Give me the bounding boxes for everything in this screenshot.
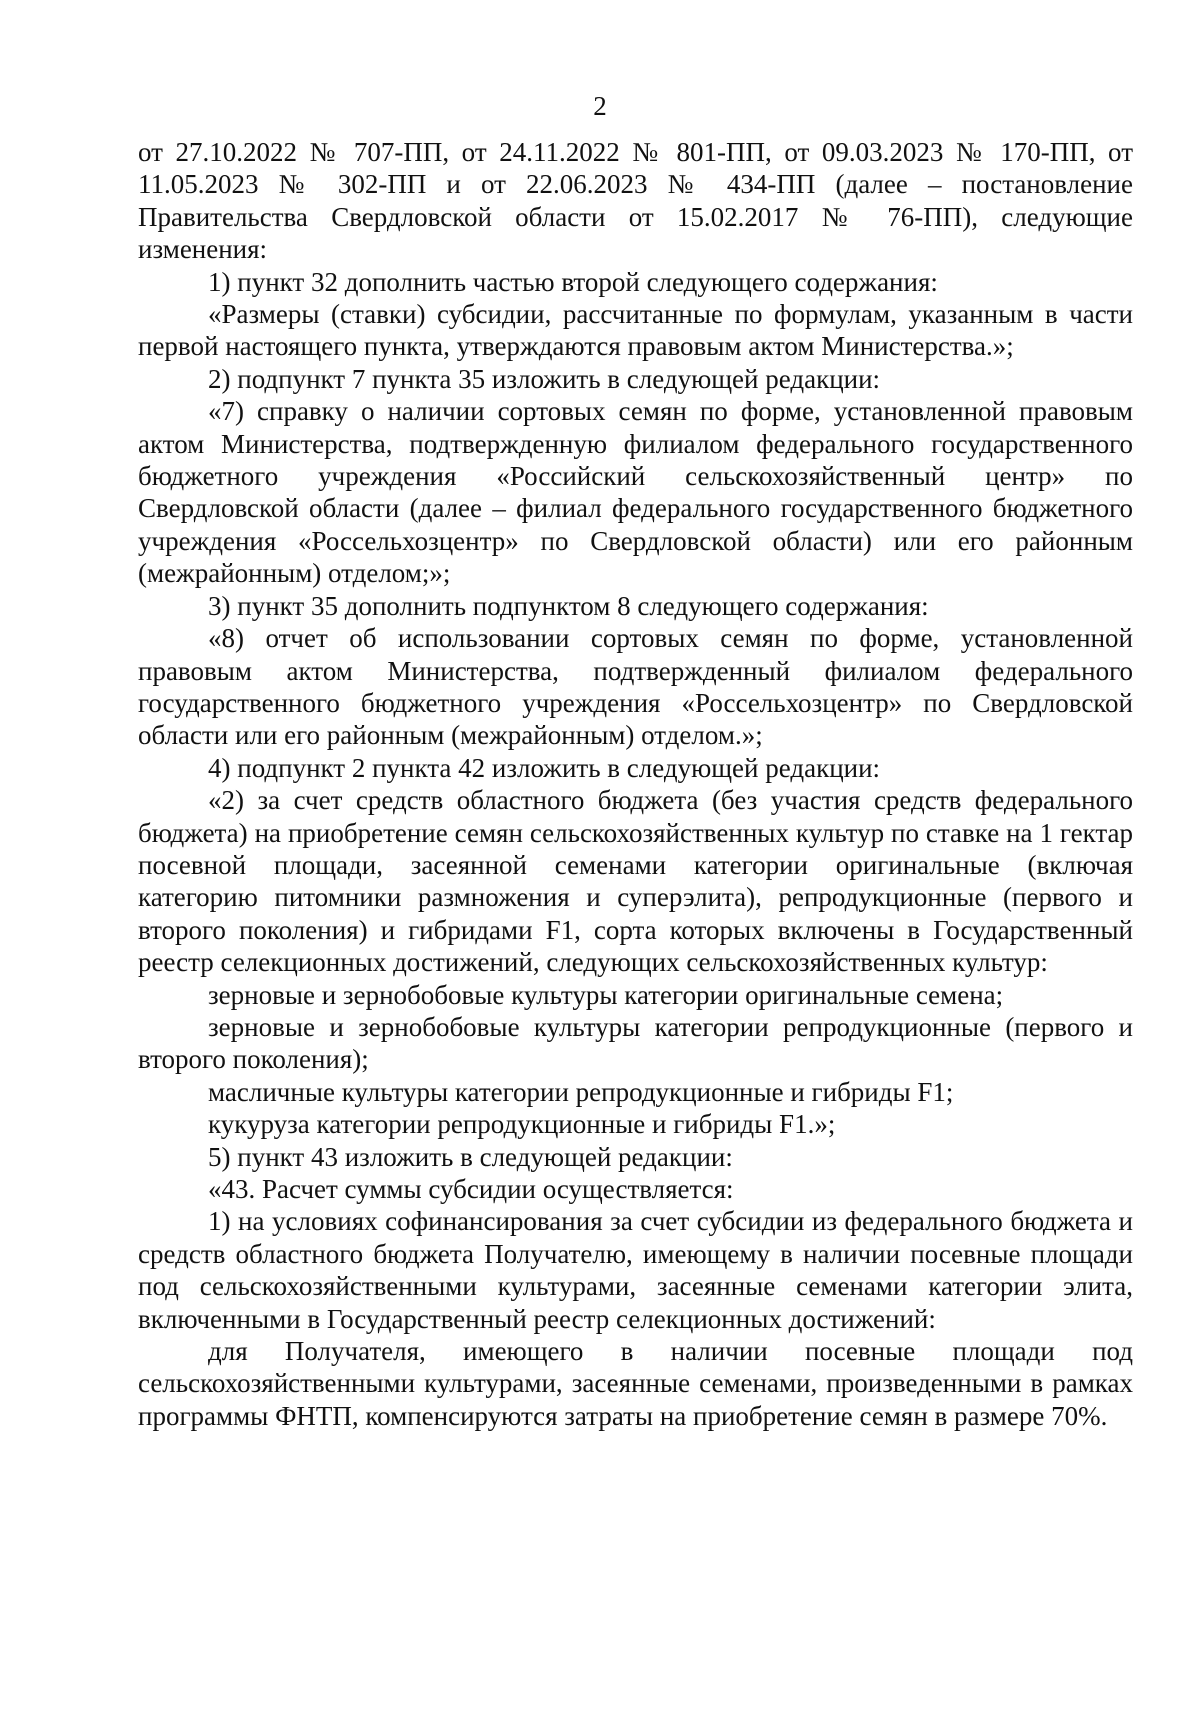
paragraph-list-entry-3: масличные культуры категории репродукционные и гибриды F1; [208, 1076, 954, 1107]
paragraph-quote-item-5: «43. Расчет суммы субсидии осуществляется: [208, 1174, 734, 1204]
paragraph-item-1: 1) пункт 32 дополнить частью второй следующего содержания: [208, 266, 938, 297]
paragraph-list-entry-2: зерновые и зернобобовые культуры категории репродукционные (первого и второго поколения); [138, 1011, 1133, 1075]
paragraph-item-5: 5) пункт 43 изложить в следующей редакции: [208, 1141, 733, 1172]
paragraph-subitem-detail: для Получателя, имеющего в наличии посевные площади под сельскохозяйственными культурами, засеянные семенами, произведенными в рамках программы ФНТП, компенсируются затраты на приобретение семян в размере 70%. [138, 1336, 1133, 1431]
paragraph-list-entry-4: кукуруза категории репродукционные и гибриды F1.»; [208, 1109, 836, 1140]
document-body [138, 136, 1133, 1432]
paragraph-quote-item-2: «7) справку о наличии сортовых семян по форме, установленной правовым актом Министерства, подтвержденную филиалом федерального государственного бюджетного учреждения «Российский сельскохозяйственный центр» по Свердловской области (далее – филиал федерального государственного бюджетного учреждения «Россельхозцентр» по Свердловской области) или его районным (межрайонным) отделом;»; [138, 396, 1133, 589]
paragraph-subitem-1: 1) на условиях софинансирования за счет субсидии из федерального бюджета и средств областного бюджета Получателю, имеющему в наличии посевные площади под сельскохозяйственными культурами, засеянные семенами категории элита, включенными в Государственный реестр селекционных достижений: [138, 1206, 1133, 1334]
paragraph-list-entry-1: зерновые и зернобобовые культуры категории оригинальные семена; [208, 979, 1004, 1010]
paragraph-quote-item-4: «2) за счет средств областного бюджета (без участия средств федерального бюджета) на приобретение семян сельскохозяйственных культур по ставке на 1 гектар посевной площади, засеянной семенами категории оригинальные (включая категорию питомники размножения и суперэлита), репродукционные (первого и второго поколения) и гибридами F1, сорта которых включены в Государственный реестр селекционных достижений, следующих сельскохозяйственных культур: [138, 785, 1133, 978]
paragraph-quote-item-3: «8) отчет об использовании сортовых семян по форме, установленной правовым актом Министерства, подтвержденный филиалом федерального государственного бюджетного учреждения «Россельхозцентр» по Свердловской области или его районным (межрайонным) отделом.»; [138, 623, 1133, 751]
paragraph-item-3: 3) пункт 35 дополнить подпунктом 8 следующего содержания: [208, 590, 929, 621]
paragraph-continuation: от 27.10.2022 № 707-ПП, от 24.11.2022 № 801-ПП, от 09.03.2023 № 170-ПП, от 11.05.2023 № 302-ПП и от 22.06.2023 № 434-ПП (далее – постановление Правительства Свердловской области от 15.02.2017 № 76-ПП), следующие изменения: [138, 137, 1133, 265]
paragraph-item-2: 2) подпункт 7 пункта 35 изложить в следующей редакции: [208, 363, 881, 394]
page-number: 2 [593, 91, 607, 121]
paragraph-item-4: 4) подпункт 2 пункта 42 изложить в следующей редакции: [208, 752, 881, 783]
paragraph-quote-item-1: «Размеры (ставки) субсидии, рассчитанные по формулам, указанным в части первой настоящего пункта, утверждаются правовым актом Министерства.»; [138, 299, 1133, 362]
